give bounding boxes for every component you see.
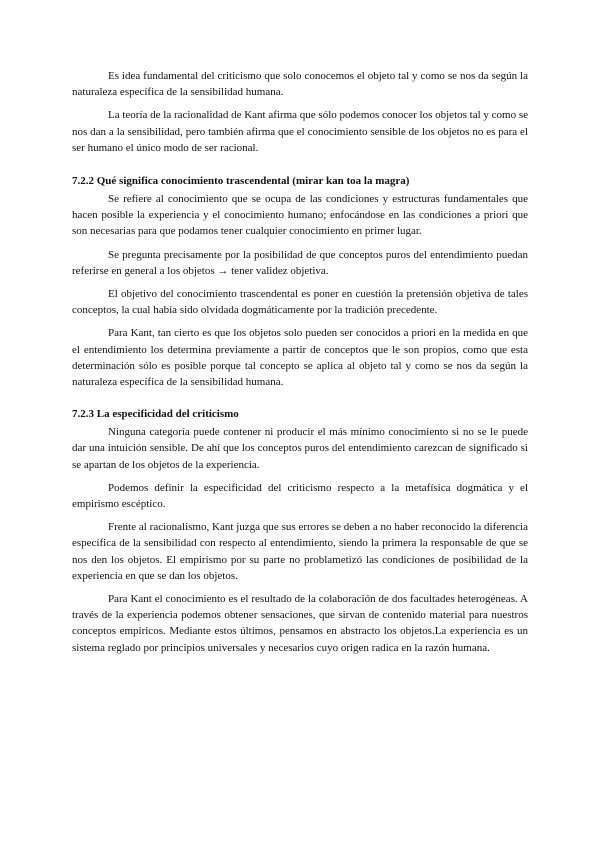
section-723-paragraph-4: Para Kant el conocimiento es el resultado de la colaboración de dos facultades heterogéneas. A través de la experiencia podemos obtener sensaciones, que sirvan de contenido material para nuestros conceptos empíricos. Mediante estos últimos, pensamos en abstracto los objetos.La experiencia es un sistema reglado por principios universales y necesarios cuyo origen radica en la razón humana. <box>72 593 528 654</box>
section-723-paragraph-3: Frente al racionalismo, Kant juzga que sus errores se deben a no haber reconocido la diferencia específica de la sensibilidad con respecto al entendimiento, siendo la primera la responsable de que se nos den los objetos. El empirismo por su parte no problametizó las condiciones de posibilidad de la experiencia en que se dan los objetos. <box>72 521 528 582</box>
section-722-paragraph-4: Para Kant, tan cierto es que los objetos solo pueden ser conocidos a priori en la medida en que el entendimiento los determina previamente a partir de conceptos que le son propios, como que esta determinación sólo es posible porque tal concepto se aplica al objeto tal y como se nos da según la naturaleza específica de la sensibilidad humana. <box>72 327 528 389</box>
section-723-paragraph-1: Ninguna categoría puede contener ni producir el más mínimo conocimiento si no se le puede dar una intuición sensible. De ahí que los conceptos puros del entendimiento carezcan de significado si se apartan de los objetos de la experiencia. <box>72 426 528 471</box>
section-722-paragraph-2: Se pregunta precisamente por la posibilidad de que conceptos puros del entendimiento puedan referirse en general a los objetos → tener validez objetiva. <box>72 248 528 277</box>
section-722-paragraph-1: Se refiere al conocimiento que se ocupa de las condiciones y estructuras fundamentales que hacen posible la experiencia y el conocimiento humano; enfocándose en las condiciones a priori que son necesarias para que podamos tener cualquier conocimiento en primer lugar. <box>72 193 528 238</box>
section-723-heading: 7.2.3 La especificidad del criticismo <box>72 408 239 421</box>
section-722-heading: 7.2.2 Qué significa conocimiento trascendental (mirar kan toa la magra) <box>72 175 410 188</box>
section-723-paragraph-2: Podemos definir la especificidad del criticismo respecto a la metafísica dogmática y el empirismo escéptico. <box>72 481 528 511</box>
intro-paragraph-1: Es idea fundamental del criticismo que solo conocemos el objeto tal y como se nos da según la naturaleza específica de la sensibilidad humana. <box>72 70 528 99</box>
section-722-paragraph-3: El objetivo del conocimiento trascendental es poner en cuestión la pretensión objetiva de tales conceptos, la cual había sido olvidada dogmáticamente por la tradición precedente. <box>72 288 528 317</box>
intro-paragraph-2: La teoría de la racionalidad de Kant afirma que sólo podemos conocer los objetos tal y como se nos dan a la sensibilidad, pero también afirma que el conocimiento sensible de los objetos no es para el ser humano el único modo de ser racional. <box>72 109 528 154</box>
